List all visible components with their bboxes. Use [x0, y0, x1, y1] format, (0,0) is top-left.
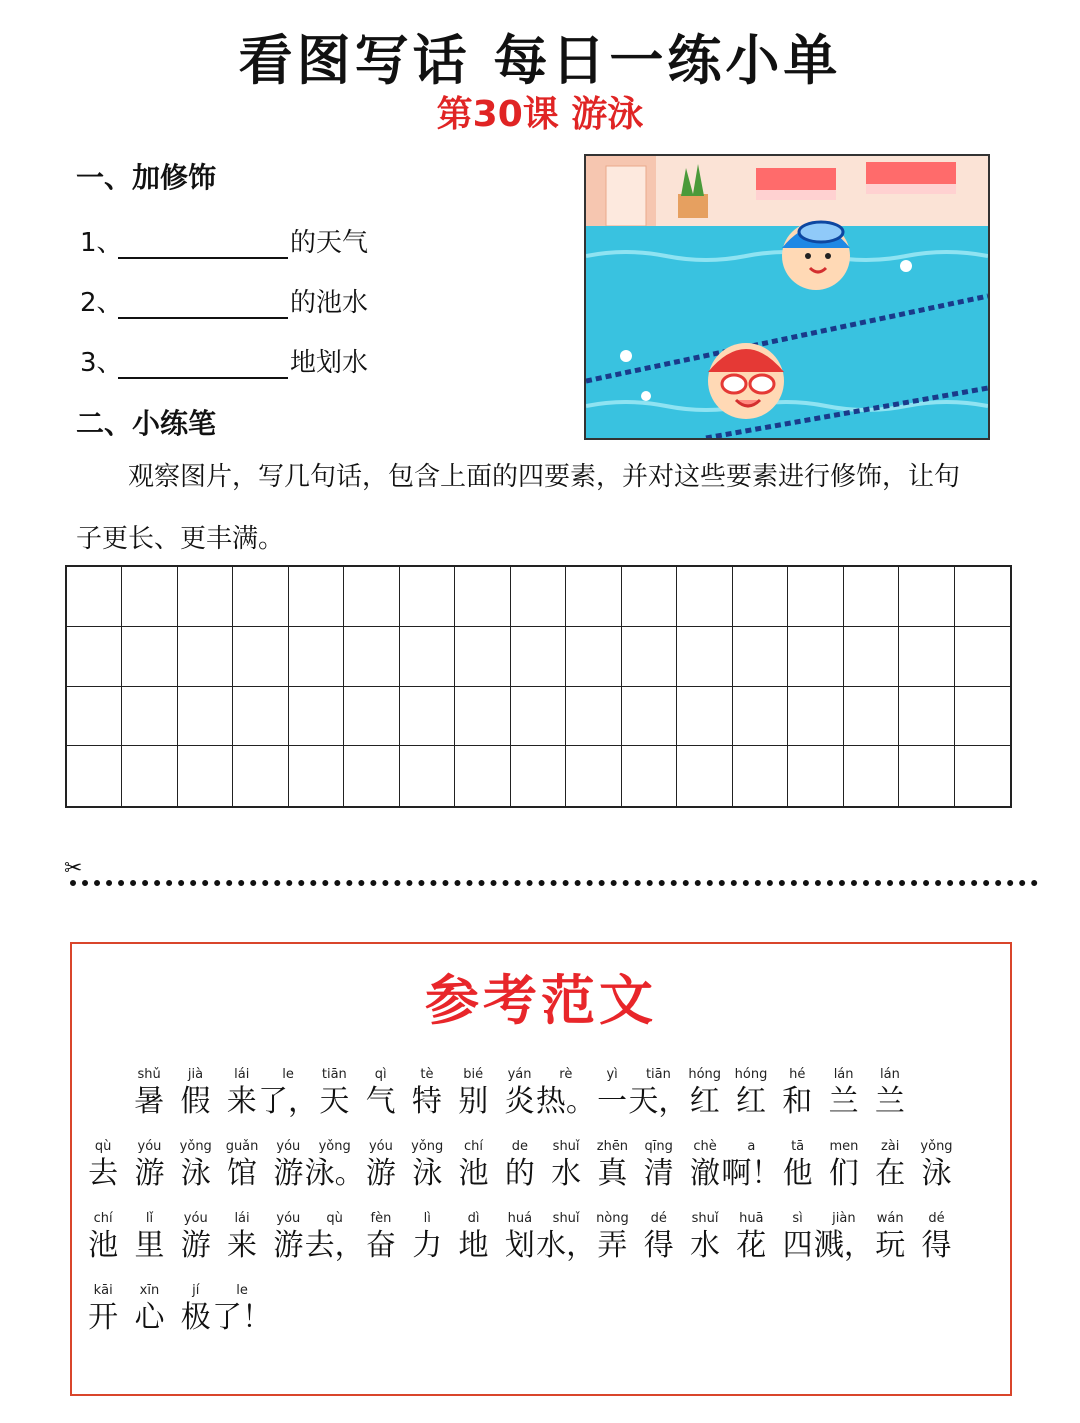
- grid-cell[interactable]: [455, 627, 510, 687]
- hanzi: 泳: [412, 1156, 443, 1191]
- hanzi: 和: [782, 1084, 813, 1119]
- pinyin-char: [543, 1138, 589, 1192]
- grid-cell[interactable]: [677, 746, 732, 806]
- hanzi: 游: [273, 1228, 304, 1263]
- hanzi: 奋: [365, 1228, 396, 1263]
- reference-line: [126, 1066, 913, 1120]
- grid-cell[interactable]: [788, 687, 843, 747]
- pinyin: lán: [833, 1067, 854, 1082]
- pinyin-char: [867, 1138, 913, 1192]
- grid-cell[interactable]: [955, 567, 1010, 627]
- pinyin: xīn: [139, 1283, 160, 1298]
- pinyin: a: [747, 1139, 756, 1154]
- hanzi: 天: [319, 1084, 350, 1119]
- pinyin: yóu: [368, 1139, 393, 1154]
- hanzi: 开: [88, 1300, 119, 1335]
- grid-cell[interactable]: [400, 567, 455, 627]
- hanzi: 水，: [536, 1228, 597, 1263]
- hanzi: 水: [690, 1228, 720, 1263]
- grid-cell[interactable]: [566, 567, 621, 627]
- pinyin-char: [173, 1210, 219, 1264]
- pinyin: lì: [423, 1211, 431, 1226]
- pinyin: lán: [879, 1067, 900, 1082]
- grid-cell[interactable]: [511, 687, 566, 747]
- grid-cell[interactable]: [677, 687, 732, 747]
- hanzi: 池: [458, 1156, 489, 1191]
- section-2-heading: 二、小练笔: [76, 407, 217, 440]
- fill-blank[interactable]: [118, 349, 288, 379]
- grid-cell[interactable]: [400, 746, 455, 806]
- item-suffix: 地划水: [290, 348, 369, 378]
- pinyin: hóng: [734, 1067, 768, 1082]
- hanzi: 真: [597, 1156, 628, 1191]
- pinyin: yǒng: [179, 1139, 212, 1154]
- pinyin-char: [450, 1210, 496, 1264]
- pinyin: chí: [93, 1211, 113, 1226]
- pinyin-char: [913, 1210, 959, 1264]
- pinyin: tā: [791, 1139, 805, 1154]
- pinyin-char: [774, 1138, 820, 1192]
- grid-cell[interactable]: [178, 746, 233, 806]
- grid-cell[interactable]: [289, 567, 344, 627]
- hanzi: 热。: [535, 1084, 596, 1119]
- hanzi: 溅，: [813, 1228, 874, 1263]
- pinyin-char: [357, 1066, 403, 1120]
- hanzi: 泳: [180, 1156, 211, 1191]
- pinyin-char: [311, 1066, 357, 1120]
- grid-cell[interactable]: [344, 627, 399, 687]
- pinyin: sì: [792, 1211, 803, 1226]
- grid-cell[interactable]: [955, 746, 1010, 806]
- pinyin-char: [728, 1066, 774, 1120]
- item-number: 1、: [80, 228, 123, 258]
- hanzi: 去: [88, 1156, 119, 1191]
- pinyin-char: [126, 1066, 172, 1120]
- pinyin-char: [404, 1066, 450, 1120]
- hanzi: 游: [180, 1228, 211, 1263]
- pinyin: de: [511, 1139, 528, 1154]
- grid-cell[interactable]: [899, 746, 954, 806]
- pinyin: kāi: [93, 1283, 113, 1298]
- pinyin: yǒng: [920, 1139, 953, 1154]
- pinyin-char: [535, 1066, 596, 1120]
- hanzi: 泳。: [304, 1156, 365, 1191]
- grid-cell[interactable]: [178, 687, 233, 747]
- pinyin: yì: [606, 1067, 618, 1082]
- hanzi: 游: [134, 1156, 165, 1191]
- grid-cell[interactable]: [289, 687, 344, 747]
- grid-cell[interactable]: [566, 746, 621, 806]
- reference-line: [80, 1210, 960, 1264]
- grid-cell[interactable]: [733, 567, 788, 627]
- pinyin-char: [636, 1210, 682, 1264]
- hanzi: 游: [365, 1156, 396, 1191]
- pinyin: lái: [234, 1067, 250, 1082]
- reference-line: [80, 1138, 960, 1192]
- pinyin-char: [358, 1210, 404, 1264]
- grid-cell[interactable]: [899, 627, 954, 687]
- hanzi: 兰: [874, 1084, 905, 1119]
- hanzi: 泳: [921, 1156, 952, 1191]
- pinyin: nòng: [596, 1211, 629, 1226]
- grid-cell[interactable]: [622, 687, 677, 747]
- pinyin-char: [172, 1066, 218, 1120]
- hanzi: 澈: [690, 1156, 720, 1191]
- pinyin: chè: [693, 1139, 717, 1154]
- hanzi: 清: [643, 1156, 674, 1191]
- grid-cell[interactable]: [289, 627, 344, 687]
- grid-cell[interactable]: [178, 627, 233, 687]
- pinyin-char: [126, 1210, 172, 1264]
- pinyin-char: [774, 1066, 820, 1120]
- modifier-item-2: [80, 282, 368, 319]
- grid-cell[interactable]: [178, 567, 233, 627]
- pinyin: wán: [876, 1211, 904, 1226]
- hanzi: 弄: [597, 1228, 628, 1263]
- pinyin: yóu: [183, 1211, 208, 1226]
- pinyin-char: [497, 1138, 543, 1192]
- hanzi: 炎: [504, 1084, 535, 1119]
- pinyin-char: [80, 1138, 126, 1192]
- grid-cell[interactable]: [67, 687, 122, 747]
- grid-cell[interactable]: [122, 567, 177, 627]
- grid-cell[interactable]: [899, 687, 954, 747]
- grid-cell[interactable]: [67, 627, 122, 687]
- instruction-line-2: 子更长、更丰满。: [76, 524, 285, 554]
- grid-cell[interactable]: [511, 746, 566, 806]
- pinyin: lái: [234, 1211, 250, 1226]
- hanzi: 划: [504, 1228, 535, 1263]
- hanzi: 花: [736, 1228, 767, 1263]
- pinyin: zài: [880, 1139, 900, 1154]
- fill-blank[interactable]: [118, 289, 288, 319]
- grid-cell[interactable]: [233, 567, 288, 627]
- grid-cell[interactable]: [289, 746, 344, 806]
- cut-line: [70, 880, 1038, 886]
- pinyin-char: [219, 1138, 265, 1192]
- modifier-item-3: [80, 342, 368, 379]
- pinyin: shǔ: [137, 1067, 161, 1082]
- hanzi: 特: [411, 1084, 442, 1119]
- grid-cell[interactable]: [455, 567, 510, 627]
- pinyin-char: [589, 1210, 635, 1264]
- pinyin-char: [628, 1066, 689, 1120]
- writing-grid[interactable]: [65, 565, 1012, 808]
- grid-cell[interactable]: [622, 627, 677, 687]
- pinyin-char: [913, 1138, 959, 1192]
- grid-cell[interactable]: [788, 567, 843, 627]
- pinyin: dé: [650, 1211, 667, 1226]
- pinyin-char: [813, 1210, 874, 1264]
- grid-cell[interactable]: [344, 567, 399, 627]
- hanzi: 暑: [134, 1084, 165, 1119]
- pinyin: bié: [463, 1067, 484, 1082]
- pinyin: yóu: [276, 1139, 301, 1154]
- pinyin: hé: [789, 1067, 806, 1082]
- pinyin: le: [282, 1067, 294, 1082]
- hanzi: 来: [227, 1228, 258, 1263]
- grid-cell[interactable]: [733, 687, 788, 747]
- grid-cell[interactable]: [233, 687, 288, 747]
- pinyin: guǎn: [225, 1139, 259, 1154]
- hanzi: 天，: [628, 1084, 689, 1119]
- pinyin: jí: [192, 1283, 200, 1298]
- pinyin: tiān: [321, 1067, 347, 1082]
- grid-cell[interactable]: [733, 627, 788, 687]
- pinyin: qì: [374, 1067, 387, 1082]
- hanzi: 兰: [828, 1084, 859, 1119]
- pinyin: qīng: [644, 1139, 673, 1154]
- hanzi: 力: [412, 1228, 443, 1263]
- hanzi: 一: [597, 1084, 628, 1119]
- grid-cell[interactable]: [122, 627, 177, 687]
- pinyin-char: [304, 1138, 365, 1192]
- grid-cell[interactable]: [566, 687, 621, 747]
- grid-cell[interactable]: [233, 627, 288, 687]
- pinyin: qù: [326, 1211, 343, 1226]
- hanzi: 啊！: [721, 1156, 782, 1191]
- pinyin: huá: [507, 1211, 533, 1226]
- swimming-illustration-svg: [586, 156, 988, 438]
- pinyin-char: [820, 1066, 866, 1120]
- pinyin-char: [126, 1138, 172, 1192]
- hanzi: 玩: [875, 1228, 906, 1263]
- grid-cell[interactable]: [955, 687, 1010, 747]
- grid-cell[interactable]: [122, 687, 177, 747]
- grid-cell[interactable]: [844, 687, 899, 747]
- hanzi: 四: [782, 1228, 813, 1263]
- pinyin-char: [728, 1210, 774, 1264]
- pinyin-char: [536, 1210, 597, 1264]
- pinyin-char: [450, 1066, 496, 1120]
- hanzi: 气: [365, 1084, 396, 1119]
- pinyin: dé: [928, 1211, 945, 1226]
- hanzi: 假: [180, 1084, 211, 1119]
- pinyin-char: [173, 1138, 219, 1192]
- item-number: 3、: [80, 348, 123, 378]
- pinyin-char: [212, 1282, 273, 1336]
- hanzi: 游: [273, 1156, 304, 1191]
- grid-cell[interactable]: [400, 687, 455, 747]
- hanzi: 的: [504, 1156, 535, 1191]
- hanzi: 在: [875, 1156, 906, 1191]
- pinyin: dì: [467, 1211, 480, 1226]
- grid-cell[interactable]: [622, 746, 677, 806]
- pinyin-char: [636, 1138, 682, 1192]
- grid-cell[interactable]: [511, 627, 566, 687]
- pinyin-char: [126, 1282, 172, 1336]
- pinyin: lǐ: [145, 1211, 154, 1226]
- pinyin-char: [721, 1138, 782, 1192]
- pinyin: yǒng: [318, 1139, 351, 1154]
- hanzi: 心: [134, 1300, 165, 1335]
- pinyin: rè: [559, 1067, 573, 1082]
- pinyin-char: [821, 1138, 867, 1192]
- grid-cell[interactable]: [622, 567, 677, 627]
- grid-cell[interactable]: [455, 687, 510, 747]
- pinyin-char: [358, 1138, 404, 1192]
- grid-cell[interactable]: [233, 746, 288, 806]
- item-number: 2、: [80, 288, 123, 318]
- pinyin: chí: [464, 1139, 484, 1154]
- hanzi: 里: [134, 1228, 165, 1263]
- fill-blank[interactable]: [118, 229, 288, 259]
- pinyin: men: [829, 1139, 859, 1154]
- pinyin: qù: [94, 1139, 112, 1154]
- pinyin-char: [867, 1066, 913, 1120]
- pinyin: le: [236, 1283, 248, 1298]
- pinyin: jiàn: [832, 1211, 856, 1226]
- grid-cell[interactable]: [788, 746, 843, 806]
- pinyin-char: [80, 1282, 126, 1336]
- pinyin-char: [450, 1138, 496, 1192]
- swimming-illustration: [584, 154, 990, 440]
- pinyin: shuǐ: [691, 1211, 719, 1226]
- scissors-icon: ✂: [64, 856, 83, 881]
- pinyin: jià: [187, 1067, 204, 1082]
- pinyin-char: [404, 1210, 450, 1264]
- grid-cell[interactable]: [733, 746, 788, 806]
- grid-cell[interactable]: [511, 567, 566, 627]
- grid-cell[interactable]: [844, 567, 899, 627]
- grid-cell[interactable]: [566, 627, 621, 687]
- grid-cell[interactable]: [122, 746, 177, 806]
- pinyin-char: [867, 1210, 913, 1264]
- grid-cell[interactable]: [844, 627, 899, 687]
- modifier-item-1: [80, 222, 368, 259]
- pinyin: shuǐ: [552, 1211, 580, 1226]
- hanzi: 了，: [258, 1084, 319, 1119]
- hanzi: 去，: [304, 1228, 365, 1263]
- item-suffix: 的池水: [290, 288, 369, 318]
- grid-cell[interactable]: [955, 627, 1010, 687]
- pinyin-char: [682, 1066, 728, 1120]
- pinyin-char: [80, 1210, 126, 1264]
- pinyin: hóng: [688, 1067, 722, 1082]
- pinyin: zhēn: [596, 1139, 629, 1154]
- pinyin: shuǐ: [552, 1139, 580, 1154]
- hanzi: 地: [458, 1228, 489, 1263]
- hanzi: 得: [921, 1228, 952, 1263]
- pinyin: tè: [420, 1067, 434, 1082]
- pinyin-char: [589, 1138, 635, 1192]
- hanzi: 水: [551, 1156, 582, 1191]
- pinyin: yóu: [137, 1139, 162, 1154]
- pinyin: yǒng: [411, 1139, 444, 1154]
- reference-title: 参考范文: [425, 968, 657, 1032]
- grid-cell[interactable]: [344, 687, 399, 747]
- reference-essay-box: [70, 942, 1012, 1396]
- hanzi: 他: [782, 1156, 813, 1191]
- grid-cell[interactable]: [67, 746, 122, 806]
- pinyin-char: [404, 1138, 450, 1192]
- hanzi: 红: [736, 1084, 766, 1119]
- grid-cell[interactable]: [344, 746, 399, 806]
- reference-line: [80, 1282, 273, 1336]
- grid-cell[interactable]: [400, 627, 455, 687]
- pinyin-char: [258, 1066, 319, 1120]
- pinyin: yán: [507, 1067, 532, 1082]
- hanzi: 了！: [212, 1300, 273, 1335]
- hanzi: 别: [458, 1084, 489, 1119]
- hanzi: 池: [88, 1228, 119, 1263]
- pinyin: fèn: [370, 1211, 392, 1226]
- grid-cell[interactable]: [67, 567, 122, 627]
- pinyin: yóu: [276, 1211, 301, 1226]
- hanzi: 来: [226, 1084, 257, 1119]
- hanzi: 得: [643, 1228, 674, 1263]
- pinyin-char: [219, 1210, 265, 1264]
- pinyin-char: [682, 1210, 728, 1264]
- pinyin: huā: [739, 1211, 764, 1226]
- item-suffix: 的天气: [290, 228, 369, 258]
- hanzi: 红: [689, 1084, 720, 1119]
- section-1-heading: 一、加修饰: [76, 161, 217, 194]
- grid-cell[interactable]: [788, 627, 843, 687]
- grid-cell[interactable]: [677, 627, 732, 687]
- instruction-line-1: 观察图片，写几句话，包含上面的四要素，并对这些要素进行修饰，让句: [128, 462, 961, 492]
- pinyin: tiān: [645, 1067, 671, 1082]
- hanzi: 们: [828, 1156, 859, 1191]
- grid-cell[interactable]: [677, 567, 732, 627]
- lesson-subtitle: 第30课 游泳: [436, 94, 644, 135]
- pinyin-char: [304, 1210, 365, 1264]
- grid-cell[interactable]: [844, 746, 899, 806]
- grid-cell[interactable]: [899, 567, 954, 627]
- hanzi: 极: [180, 1300, 211, 1335]
- page-title: 看图写话 每日一练小单: [238, 28, 842, 92]
- grid-cell[interactable]: [455, 746, 510, 806]
- hanzi: 馆: [227, 1156, 258, 1191]
